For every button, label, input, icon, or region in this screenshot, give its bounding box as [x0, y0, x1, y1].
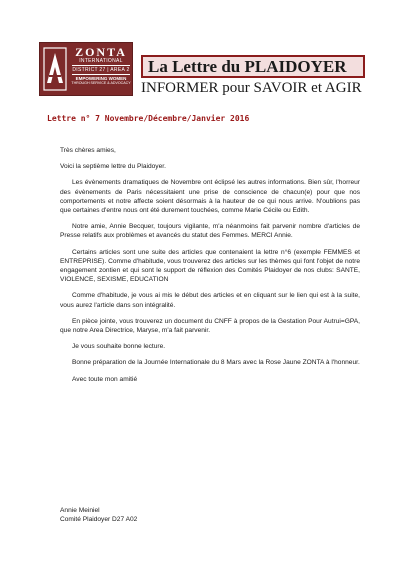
- signature-role: Comité Plaidoyer D27 A02: [60, 516, 138, 524]
- logo-tagline: EMPOWERING WOMEN: [75, 76, 127, 81]
- letter-body: [60, 146, 360, 391]
- logo-sub1: INTERNATIONAL: [79, 58, 123, 64]
- signature-name: Annie Meiniel: [60, 507, 100, 514]
- signature: [60, 506, 260, 524]
- logo-text: [70, 46, 132, 86]
- paragraph-articles: Certains articles sont une suite des articles que contenaient la lettre n°6 (exemple FEMMES et ENTREPRISE). Comme d'habitude, vous trouverez des articles sur les thèmes qui font l'objet de notre engagement zontien et qui sont le support de réflexion des Comités Plaidoyer de nos clubs: SANTE, VIOLENCE, SEXISME, EDUCATION: [60, 248, 360, 284]
- zonta-logo: [39, 42, 133, 96]
- paragraph-intro: Voici la septième lettre du Plaidoyer.: [60, 163, 166, 171]
- zonta-emblem-icon: [43, 47, 67, 91]
- issue-line: Lettre n° 7 Novembre/Décembre/Janvier 2016: [47, 114, 250, 123]
- logo-tagline-2: THROUGH SERVICE & ADVOCACY: [71, 81, 131, 85]
- logo-name: ZONTA: [75, 45, 127, 59]
- greeting: Très chères amies,: [60, 147, 116, 154]
- newsletter-subtitle: INFORMER pour SAVOIR et AGIR: [141, 80, 362, 96]
- paragraph-events: Les évènements dramatiques de Novembre ont éclipsé les autres informations. Bien sûr, l'horreur des évènements de Paris nécessitaient une prise de conscience de chacun(e) pour que nos comportements et notre affecte soient désormais à la hauteur de ce qui nous arrive. N'oublions pas que certaines d'entre nous ont été durement touchées, comme Marie Cécile ou Edith.: [60, 179, 360, 215]
- paragraph-march: Bonne préparation de la Journée Internationale du 8 Mars avec la Rose Jaune ZONTA à l'honneur.: [72, 359, 360, 367]
- paragraph-thanks: Notre amie, Annie Becquer, toujours vigilante, m'a néanmoins fait parvenir nombre d'articles de Presse relatifs aux problèmes et avancés du statut des Femmes. MERCI Annie.: [60, 223, 360, 240]
- logo-sub2: DISTRICT 27 | AREA 2: [72, 67, 130, 73]
- newsletter-title: La Lettre du PLAIDOYER: [141, 55, 365, 78]
- logo-divider: [72, 65, 130, 66]
- paragraph-reading: Je vous souhaite bonne lecture.: [72, 343, 166, 351]
- paragraph-attachment: En pièce jointe, vous trouverez un document du CNFF à propos de la Gestation Pour Autrui=GPA, que notre Area Directrice, Maryse, m'a fait parvenir.: [60, 317, 360, 335]
- paragraph-links: Comme d'habitude, je vous ai mis le début des articles et en cliquant sur le lien qui est à la suite, vous aurez l'article dans son intégralité.: [60, 292, 360, 309]
- closing: Avec toute mon amitié: [72, 375, 138, 383]
- logo-divider-2: [72, 74, 130, 75]
